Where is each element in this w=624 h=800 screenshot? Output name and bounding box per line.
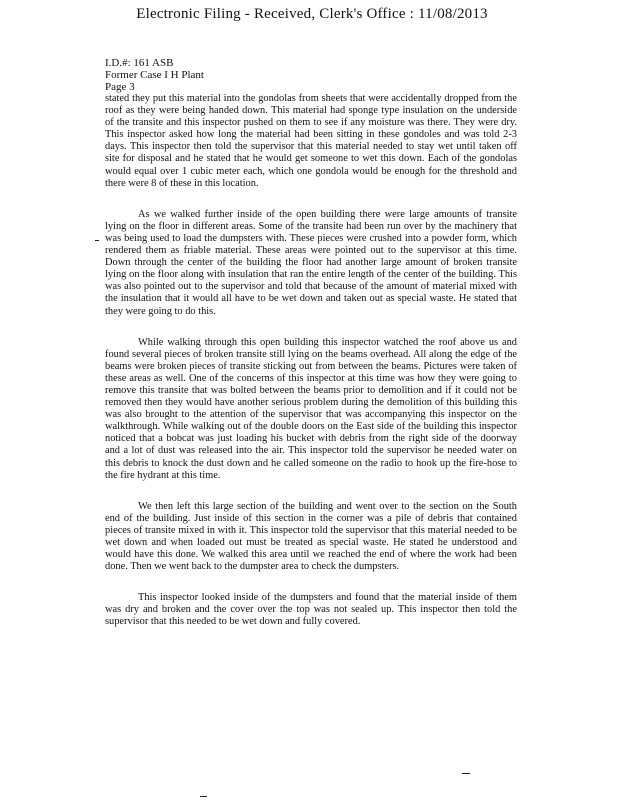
report-body bbox=[105, 93, 517, 629]
case-line: Former Case I H Plant bbox=[105, 69, 204, 81]
paragraph-south-section: We then left this large section of the building and went over to the section on the South end of the building. Just inside of this section in the corner was a pile of debris that contained pieces of transite mixed in with it. This inspector told the supervisor that this material needed to be wet down and when loaded out must be treated as special waste. He stated he understood and would have this done. We walked this area until we reached the end of where the work had been done. Then we went back to the dumpster area to check the dumpsters. bbox=[105, 500, 517, 573]
paragraph-continued: stated they put this material into the gondolas from sheets that were accidentally dropped from the roof as they were being handed down. This material had sponge type insulation on the underside of the transite and this inspector pushed on them to see if any moisture was there. They were dry. This inspector asked how long the material had been sitting in these gondoles and was told 2-3 days. This inspector then told the supervisor that this material needed to stay wet until taken off site for disposal and he stated that he would get someone to wet this down. Each of the gondolas would equal over 1 cubic meter each, which one gondola would be enough for the threshold and there were 8 of these in this location. bbox=[105, 93, 517, 189]
electronic-filing-stamp: Electronic Filing - Received, Clerk's Office : 11/08/2013 bbox=[136, 6, 488, 22]
id-line: I.D.#: 161 ASB bbox=[105, 57, 174, 69]
paragraph-roof-beams: While walking through this open building this inspector watched the roof above us and found several pieces of broken transite still lying on the beams overhead. All along the edge of the beams were broken pieces of transite sticking out from between the beams. Pictures were taken of these areas as well. One of the concerns of this inspector at this time was how they were going to remove this transite that was bolted between the beams prior to demolition and if it could not be removed then they would have another serious problem during the demolition of this building this was also brought to the attention of the supervisor that was accompanying this inspector on the walkthrough. While walking out of the double doors on the East side of the building this inspector noticed that a bobcat was just loading his bucket with debris from the right side of the doorway and a lot of dust was released into the air. This inspector told the supervisor he needed water on this debris to knock the dust down and he called someone on the radio to hook up the fire-hose to the fire hydrant at this time. bbox=[105, 336, 517, 481]
scan-mark-left bbox=[95, 240, 99, 241]
page-number-line: Page 3 bbox=[105, 81, 135, 93]
paragraph-transite-floor: As we walked further inside of the open building there were large amounts of transite lying on the floor in different areas. Some of the transite had been run over by the machinery that was being used to load the dumpsters with. These pieces were crushed into a powder form, which rendered them as friable material. These areas were pointed out to the supervisor at this time. Down through the center of the building the floor had another large amount of broken transite lying on the floor along with insulation that ran the entire length of the center of the building. This was also pointed out to the supervisor and told that because of the amount of material mixed with the insulation that it would all have to be wet down and taken out as special waste. He stated that they were going to do this. bbox=[105, 208, 517, 317]
scan-mark-bottom bbox=[200, 796, 207, 797]
document-header bbox=[105, 57, 204, 93]
scan-mark-bottom-right bbox=[462, 773, 470, 774]
paragraph-dumpsters: This inspector looked inside of the dumpsters and found that the material inside of them was dry and broken and the cover over the top was not sealed up. This inspector then told the supervisor that this needed to be wet down and fully covered. bbox=[105, 592, 517, 628]
